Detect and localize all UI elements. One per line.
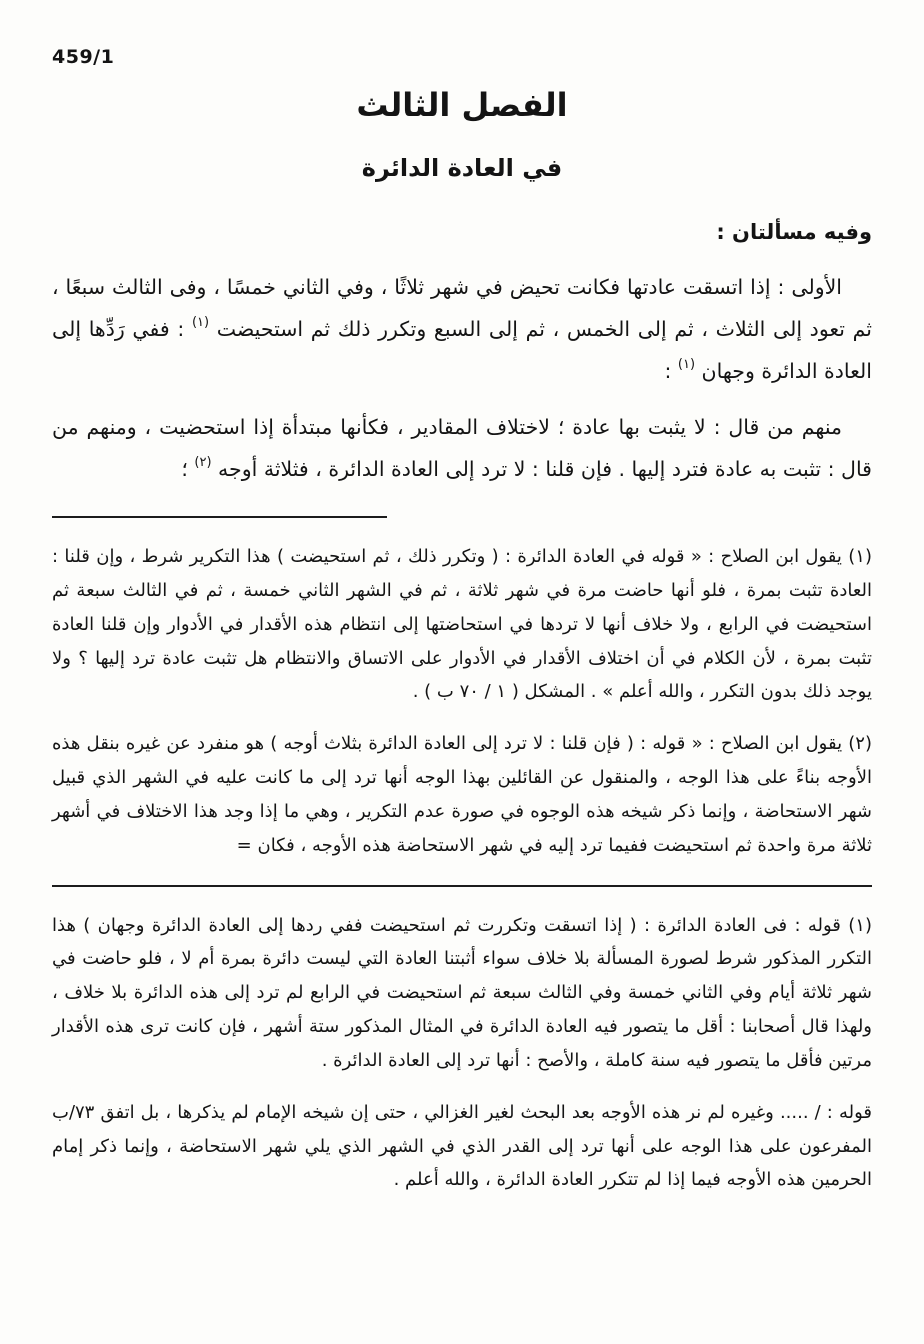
- intro-line: وفيه مسألتان :: [716, 220, 872, 244]
- body-paragraph-1: [52, 266, 872, 392]
- body-text-segment: منهم من قال : لا يثبت بها عادة ؛ لاختلاف المقادير ، فكأنها مبتدأة إذا استحضيت ، ومنهم من قال : تثبت به عادة فترد إليها . فإن قلنا : لا ترد إلى العادة الدائرة ، فثلاثة أوجه: [52, 415, 872, 482]
- body-text-segment: ؛: [181, 457, 195, 482]
- page-number: 459/1: [52, 46, 115, 68]
- chapter-subtitle: في العادة الدائرة: [361, 154, 563, 182]
- footnote-upper-2: (٢) يقول ابن الصلاح : « قوله : ( فإن قلنا : لا ترد إلى العادة الدائرة بثلاث أوجه ) هو منفرد عن غيره بنقل هذه الأوجه بناءً على هذا الوجه ، والمنقول عن القائلين بهذا الوجه أنها ترد إلى ما كانت عليه في الشهر الذي قبيل شهر الاستحاضة ، وإنما ذكر شيخه هذه الوجوه في صورة عدم التكرير ، وهي ما إذا وجد هذا الاختلاف في أشهر ثلاثة مرة واحدة ثم استحيضت ففيما ترد إليه في شهر الاستحاضة هذه الأوجه ، فكان =: [52, 733, 872, 856]
- body-text-segment: : ففي رَدِّها إلى العادة الدائرة وجهان: [52, 317, 872, 384]
- footnote-section-upper: [52, 540, 872, 862]
- footnote-separator-line: [52, 516, 387, 518]
- footnote-marker-3: (٢): [194, 455, 212, 471]
- footnote-lower-1: (١) قوله : فى العادة الدائرة : ( إذا اتسقت وتكررت ثم استحيضت ففي ردها إلى العادة الدائرة وجهان ) هذا التكرر المذكور شرط لصورة المسألة بلا خلاف سواء أثبتنا العادة التي ليست دائرة بمرة أم لا ، فلو حاضت في شهر ثلاثة أيام وفي الثاني خمسة وفي الثالث سبعة ثم استحيضت في الرابع لم ترد إلى هذه الدائرة بلا خلاف ، ولهذا قال أصحابنا : أقل ما يتصور فيه العادة الدائرة في المثال المذكور ستة أشهر ، فإن كانت ترى هذه الأقدار مرتين فأقل ما يتصور فيه سنة كاملة ، والأصح : أنها ترد إلى العادة الدائرة .: [52, 914, 872, 1071]
- chapter-title: الفصل الثالث: [356, 86, 568, 124]
- footnote-lower-2: قوله : / ..... وغيره لم نر هذه الأوجه بعد البحث لغير الغزالي ، حتى إن شيخه الإمام لم يذكرها ، بل اتفق ٧٣/ب المفرعون على هذا الوجه على أنها ترد إلى القدر الذي في الشهر الذي يلي شهر الاستحاضة ، وإنما ذكر إمام الحرمين هذه الأوجه فيما إذا لم تتكرر العادة الدائرة ، والله أعلم .: [52, 1101, 872, 1191]
- footnote-upper-1: (١) يقول ابن الصلاح : « قوله في العادة الدائرة : ( وتكرر ذلك ، ثم استحيضت ) هذا التكرير شرط ، وإن قلنا : العادة تثبت بمرة ، فلو أنها حاضت مرة في شهر ثلاثة ، ثم في الشهر الثاني خمسة ، ثم في الثالث سبعة ثم استحيضت في الرابع ، ولا خلاف أنها لا تردها في استحاضتها إلى انتظام هذه الأقدار في الأدوار وإن قلنا العادة تثبت بمرة ، لأن الكلام في أن اختلاف الأقدار في الأدوار على الاتساق والانتظام هل تثبت عادة ترد إليها ؟ ولا يوجد ذلك بدون التكرر ، والله أعلم » . المشكل ( ١ / ٧٠ ب ) .: [52, 546, 872, 703]
- body-paragraph-2: [52, 406, 872, 490]
- footnote-marker-2: (١): [677, 357, 696, 373]
- body-text-segment: :: [664, 359, 678, 384]
- footnote-marker-1: (١): [191, 315, 210, 331]
- body-text-segment: الأولى : إذا اتسقت عادتها فكانت تحيض في شهر ثلاثًا ، وفي الثاني خمسًا ، وفى الثالث سبعًا ، ثم تعود إلى الثلاث ، ثم إلى الخمس ، ثم إلى السبع وتكرر ذلك ثم استحيضت: [52, 275, 873, 342]
- section-separator-line: [52, 885, 872, 887]
- footnote-section-lower: [52, 909, 872, 1198]
